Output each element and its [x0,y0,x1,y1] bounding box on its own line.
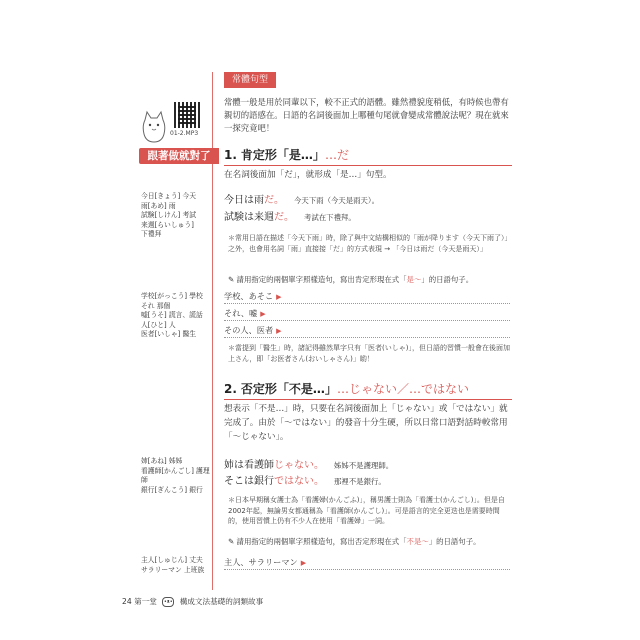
vocab-list: 主人[しゅじん] 丈夫 サラリーマン 上班族 [141,556,205,574]
section-tag: 常體句型 [224,72,276,88]
arrow-right-icon: ▶ [276,327,282,335]
vocab-list: 姉[あね] 姊姊 看護師[かんごし] 護理師 銀行[ぎんこう] 銀行 [141,457,210,494]
audio-track-label: 01-2.MP3 [170,130,199,137]
exercise-prompt: ✎ 請用指定的兩個單字照樣造句，寫出否定形現在式「不是～」的日語句子。 [228,537,481,546]
vocab-list: 学校[がっこう] 學校 それ 那個 嘘[うそ] 謊言、謊話 人[ひと] 人 医者[いしゃ] 醫生 [141,292,203,339]
arrow-right-icon: ▶ [260,310,266,318]
heading-underline [224,399,512,400]
example-sentence: そこは銀行ではない。 那裡不是銀行。 [224,476,386,487]
affirmative-description: 在名詞後面加「だ」，就形成「是…」句型。 [224,170,392,180]
exercise-row[interactable]: それ、嘘 ▶ [224,307,510,321]
heading-underline [224,165,512,166]
section-heading-negative: 2. 否定形「不是…」…じゃない／…ではない [224,382,469,396]
arrow-right-icon: ▶ [276,293,282,301]
example-sentence: 今日は雨だ。 今天下雨（今天是雨天）。 [224,195,379,206]
exercise-row[interactable]: 学校、あそこ ▶ [224,290,510,304]
follow-along-label: 跟著做就對了 [139,148,219,164]
chapter-title: 構成文法基礎的詞類故事 [179,597,264,606]
exercise-row[interactable]: その人、医者 ▶ [224,324,510,338]
arrow-right-icon: ▶ [300,559,307,567]
usage-note: ＊當提到「醫生」時，諸記得雖然單字只有「医者(いしゃ)」，但日語的習慣一般會在後面加上さん，即「お医者さん(おいしゃさん)」喲！ [228,344,510,363]
section-heading-affirmative: 1. 肯定形「是…」…だ [224,148,349,162]
cat-mascot-icon [140,110,168,144]
exercise-row[interactable]: 主人、サラリーマン ▶ [224,556,510,570]
pencil-icon: ✎ [228,275,237,284]
cat-face-icon: •ᴥ• [163,599,173,605]
usage-note: ＊日本早期稱女護士為「看護婦(かんごふ)」，稱男護士則為「看護士(かんごし)」。但是自2002年起，無論男女都通稱為「看護師(かんごし)」。可是語言的完全更迭也是需要時間的，使用習慣上仍有不少人在使用「看護婦」一詞。 [228,496,505,525]
negative-description: 想表示「不是…」時，只要在名詞後面加上「じゃない」或「ではない」就完成了。由於「～ではない」的發音十分生硬，所以日常口語對話時較常用「～じゃない」。 [224,404,508,442]
example-sentence: 試験は来週だ。 考試在下禮拜。 [224,212,356,223]
pencil-icon: ✎ [228,537,237,546]
page-number: 24 [122,597,132,606]
qr-code-icon[interactable] [174,102,200,128]
example-sentence: 姉は看護師じゃない。 姊姊不是護理師。 [224,460,394,471]
page-footer [122,596,263,607]
vocab-list: 今日[きょう] 今天 雨[あめ] 雨 試験[しけん] 考試 来週[らいしゅう] 下禮拜 [141,192,197,239]
usage-note: ＊常用日語在描述「今天下雨」時，除了與中文結構相似的「雨が降ります（今天下雨了）」之外，也會用名詞「雨」直接接「だ」的方式表現 → 「今日は雨だ（今天是雨天）」 [228,234,508,253]
unit-label: 第一堂 [134,597,157,606]
intro-paragraph: 常體一般是用於同輩以下，較不正式的語體。雖然禮貌度稍低，有時候也帶有親切的語感在。日語的名詞後面加上哪種句尾就會變成常體說法呢？現在就來一探究竟吧！ [224,97,509,133]
exercise-prompt: ✎ 請用指定的兩個單字照樣造句，寫出肯定形現在式「是～」的日語句子。 [228,275,474,284]
